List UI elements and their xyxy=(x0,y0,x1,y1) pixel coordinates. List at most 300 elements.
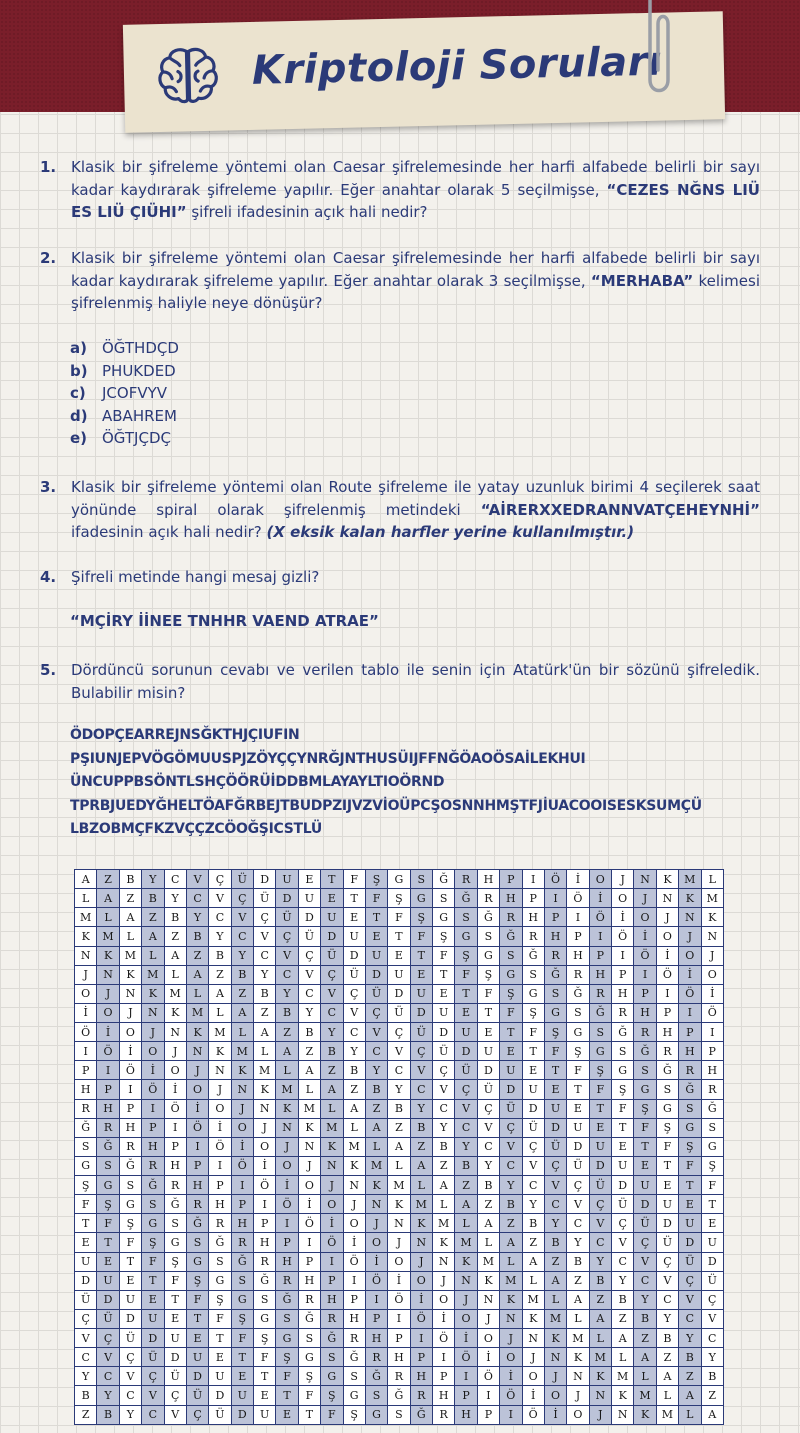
table-cell: Ş xyxy=(410,908,432,927)
table-cell: Ö xyxy=(589,908,611,927)
table-cell: Ş xyxy=(634,1099,656,1118)
table-cell: P xyxy=(75,1061,97,1080)
table-cell: D xyxy=(500,1080,522,1099)
table-cell: G xyxy=(365,1405,387,1425)
table-cell: A xyxy=(477,1214,499,1233)
table-cell: B xyxy=(544,1233,566,1252)
table-cell: M xyxy=(298,1099,320,1118)
table-cell: Ü xyxy=(186,1386,208,1405)
table-cell: E xyxy=(142,1290,164,1309)
table-cell: F xyxy=(522,1023,544,1042)
table-cell: I xyxy=(656,984,678,1003)
table-cell: Ğ xyxy=(298,1309,320,1328)
table-cell: L xyxy=(455,1214,477,1233)
table-cell: F xyxy=(365,889,387,908)
table-cell: N xyxy=(298,1137,320,1156)
table-cell: Ö xyxy=(298,1214,320,1233)
table-cell: İ xyxy=(254,1156,276,1175)
table-cell: M xyxy=(589,1348,611,1367)
table-cell: O xyxy=(365,1233,387,1252)
table-cell: U xyxy=(500,1061,522,1080)
table-cell: P xyxy=(343,1290,365,1309)
table-cell: D xyxy=(254,870,276,889)
question-text: Klasik bir şifreleme yöntemi olan Caesar şifrelemesinde her harfi alfabede belirli bir sayı kadar kaydırarak şifreleme yapılır. Eğer anahtar olarak 3 seçilmişse, “MERHABA” kelimesi şifrelenmiş haliyle neye dönüşür? xyxy=(71,249,760,312)
table-cell: D xyxy=(612,1176,634,1195)
table-row xyxy=(75,1118,724,1137)
option-e[interactable]: e) ÖĞTJÇDÇ xyxy=(70,429,171,447)
table-cell: A xyxy=(612,1329,634,1348)
table-cell: V xyxy=(186,870,208,889)
table-cell: Ğ xyxy=(164,1195,186,1214)
table-cell: K xyxy=(656,870,678,889)
table-cell: Y xyxy=(544,1214,566,1233)
table-cell: Ç xyxy=(142,1367,164,1386)
table-cell: Y xyxy=(343,1042,365,1061)
table-cell: E xyxy=(544,1080,566,1099)
cipher-table xyxy=(74,869,724,1425)
table-cell: R xyxy=(254,1252,276,1271)
table-cell: Ö xyxy=(455,1348,477,1367)
table-row xyxy=(75,1386,724,1405)
table-cell: H xyxy=(589,965,611,984)
table-cell: C xyxy=(522,1176,544,1195)
table-cell: F xyxy=(477,984,499,1003)
table-cell: D xyxy=(231,1405,253,1425)
table-cell: V xyxy=(500,1137,522,1156)
table-cell: K xyxy=(343,1156,365,1175)
table-cell: Ç xyxy=(477,1099,499,1118)
table-cell: Z xyxy=(544,1252,566,1271)
table-cell: R xyxy=(544,946,566,965)
table-cell: C xyxy=(544,1195,566,1214)
table-cell: D xyxy=(321,927,343,946)
table-cell: U xyxy=(343,927,365,946)
table-cell: E xyxy=(119,1271,141,1290)
table-cell: Ü xyxy=(388,1003,410,1022)
table-cell: I xyxy=(612,946,634,965)
table-cell: Ü xyxy=(433,1042,455,1061)
table-cell: O xyxy=(656,927,678,946)
table-cell: C xyxy=(567,1214,589,1233)
table-cell: E xyxy=(410,965,432,984)
table-cell: V xyxy=(231,908,253,927)
table-cell: E xyxy=(321,889,343,908)
table-cell: M xyxy=(209,1023,231,1042)
table-cell: C xyxy=(298,984,320,1003)
table-cell: Z xyxy=(321,1061,343,1080)
table-cell: V xyxy=(679,1290,701,1309)
table-cell: L xyxy=(589,1329,611,1348)
table-cell: Ü xyxy=(477,1080,499,1099)
table-cell: İ xyxy=(186,1099,208,1118)
table-cell: H xyxy=(97,1099,119,1118)
table-cell: Ü xyxy=(634,1214,656,1233)
table-cell: H xyxy=(612,984,634,1003)
table-cell: E xyxy=(231,1367,253,1386)
table-cell: V xyxy=(612,1233,634,1252)
table-cell: S xyxy=(477,927,499,946)
table-cell: Z xyxy=(455,1176,477,1195)
table-cell: Ç xyxy=(186,1405,208,1425)
table-cell: Ç xyxy=(119,1348,141,1367)
table-cell: I xyxy=(522,870,544,889)
table-cell: D xyxy=(164,1348,186,1367)
table-cell: T xyxy=(679,1176,701,1195)
table-cell: Y xyxy=(500,1176,522,1195)
table-cell: V xyxy=(433,1080,455,1099)
table-cell: O xyxy=(231,1118,253,1137)
table-cell: Ö xyxy=(276,1195,298,1214)
table-cell: I xyxy=(589,927,611,946)
table-cell: T xyxy=(276,1386,298,1405)
table-cell: A xyxy=(589,1309,611,1328)
table-cell: E xyxy=(477,1023,499,1042)
table-cell: U xyxy=(321,908,343,927)
table-cell: Y xyxy=(142,870,164,889)
table-cell: B xyxy=(656,1329,678,1348)
question-number: 2. xyxy=(40,249,57,267)
table-cell: C xyxy=(142,1405,164,1425)
table-cell: Ş xyxy=(679,1137,701,1156)
table-cell: G xyxy=(97,1176,119,1195)
paperclip-icon xyxy=(630,0,674,104)
table-cell: Y xyxy=(634,1290,656,1309)
table-cell: Ş xyxy=(589,1061,611,1080)
option-c[interactable]: c) JCOFVYV xyxy=(70,384,168,402)
option-d[interactable]: d) ABAHREM xyxy=(70,406,177,425)
table-cell: B xyxy=(164,908,186,927)
table-cell: J xyxy=(164,1042,186,1061)
table-cell: N xyxy=(209,1061,231,1080)
table-cell: S xyxy=(343,1367,365,1386)
table-cell: S xyxy=(701,1118,724,1137)
table-cell: Ü xyxy=(365,984,387,1003)
table-cell: B xyxy=(276,1003,298,1022)
table-cell: P xyxy=(567,927,589,946)
table-cell: V xyxy=(567,1195,589,1214)
table-cell: I xyxy=(544,889,566,908)
table-cell: A xyxy=(343,1099,365,1118)
table-cell: İ xyxy=(589,889,611,908)
table-cell: Ş xyxy=(365,870,387,889)
table-row xyxy=(75,1195,724,1214)
table-cell: P xyxy=(254,1214,276,1233)
table-cell: K xyxy=(97,946,119,965)
table-cell: N xyxy=(433,1252,455,1271)
table-cell: A xyxy=(679,1386,701,1405)
table-cell: L xyxy=(231,1023,253,1042)
table-cell: Z xyxy=(119,889,141,908)
table-cell: N xyxy=(365,1195,387,1214)
table-cell: Ü xyxy=(567,1156,589,1175)
table-cell: M xyxy=(343,1137,365,1156)
table-cell: V xyxy=(276,946,298,965)
table-cell: Ş xyxy=(298,1367,320,1386)
table-cell: İ xyxy=(455,1329,477,1348)
table-cell: Ç xyxy=(75,1309,97,1328)
question-number: 1. xyxy=(40,158,57,176)
table-cell: L xyxy=(388,1156,410,1175)
table-cell: Ğ xyxy=(522,946,544,965)
table-cell: L xyxy=(522,1271,544,1290)
table-cell: K xyxy=(75,927,97,946)
table-cell: İ xyxy=(433,1309,455,1328)
table-cell: U xyxy=(589,1137,611,1156)
table-cell: B xyxy=(612,1290,634,1309)
table-cell: Z xyxy=(75,1405,97,1425)
option-a[interactable]: a) ÖĞTHDÇD xyxy=(70,339,179,357)
table-cell: R xyxy=(298,1290,320,1309)
table-cell: Ğ xyxy=(186,1214,208,1233)
table-cell: Ü xyxy=(119,1329,141,1348)
table-cell: Z xyxy=(276,1023,298,1042)
table-cell: F xyxy=(142,1252,164,1271)
page-title: Kriptoloji Soruları xyxy=(251,38,663,94)
table-cell: C xyxy=(388,1061,410,1080)
table-cell: Z xyxy=(701,1386,724,1405)
table-cell: O xyxy=(209,1099,231,1118)
cipher-text-block xyxy=(70,724,760,842)
table-row xyxy=(75,1329,724,1348)
table-cell: R xyxy=(522,927,544,946)
table-cell: H xyxy=(656,1023,678,1042)
table-cell: E xyxy=(388,946,410,965)
table-cell: U xyxy=(186,1348,208,1367)
table-cell: I xyxy=(209,1156,231,1175)
table-row xyxy=(75,1271,724,1290)
table-cell: U xyxy=(433,1003,455,1022)
table-cell: K xyxy=(589,1367,611,1386)
table-cell: E xyxy=(634,1156,656,1175)
table-cell: K xyxy=(679,889,701,908)
table-row xyxy=(75,1367,724,1386)
cipher-quote: “MÇİRY İİNEE TNHHR VAEND ATRAE” xyxy=(70,612,379,630)
table-cell: A xyxy=(656,1367,678,1386)
table-cell: C xyxy=(343,1023,365,1042)
table-row xyxy=(75,1137,724,1156)
table-cell: R xyxy=(567,965,589,984)
table-cell: Ü xyxy=(298,927,320,946)
table-cell: D xyxy=(522,1099,544,1118)
table-cell: Ş xyxy=(276,1348,298,1367)
table-cell: Z xyxy=(388,1118,410,1137)
table-cell: O xyxy=(410,1271,432,1290)
cipher-highlight: “CEZES NĞNS LIÜ ES LIÜ ÇIÜHI” xyxy=(71,180,760,221)
table-cell: Y xyxy=(433,1118,455,1137)
table-cell: L xyxy=(97,908,119,927)
table-cell: C xyxy=(701,1329,724,1348)
table-cell: Ç xyxy=(97,1329,119,1348)
table-cell: S xyxy=(455,908,477,927)
table-cell: U xyxy=(612,1156,634,1175)
table-cell: P xyxy=(433,1367,455,1386)
table-cell: İ xyxy=(612,908,634,927)
table-cell: E xyxy=(97,1252,119,1271)
table-cell: Ç xyxy=(343,984,365,1003)
table-cell: M xyxy=(433,1214,455,1233)
table-cell: İ xyxy=(477,1348,499,1367)
table-cell: S xyxy=(142,1195,164,1214)
table-row xyxy=(75,1156,724,1175)
table-cell: Ö xyxy=(388,1290,410,1309)
table-cell: S xyxy=(298,1329,320,1348)
table-cell: G xyxy=(634,1080,656,1099)
table-cell: V xyxy=(589,1214,611,1233)
table-cell: D xyxy=(455,1042,477,1061)
table-cell: İ xyxy=(97,1023,119,1042)
table-cell: Ğ xyxy=(567,984,589,1003)
table-cell: I xyxy=(97,1061,119,1080)
table-cell: Y xyxy=(254,965,276,984)
table-cell: Ğ xyxy=(455,889,477,908)
vigenere-square xyxy=(74,869,724,1425)
table-cell: J xyxy=(343,1195,365,1214)
table-cell: S xyxy=(75,1137,97,1156)
table-cell: O xyxy=(567,1405,589,1425)
table-cell: B xyxy=(365,1080,387,1099)
table-cell: Y xyxy=(119,1405,141,1425)
table-cell: M xyxy=(321,1118,343,1137)
table-cell: K xyxy=(388,1195,410,1214)
table-cell: C xyxy=(209,908,231,927)
table-cell: O xyxy=(119,1023,141,1042)
table-cell: Ç xyxy=(589,1195,611,1214)
table-cell: Z xyxy=(365,1099,387,1118)
table-cell: N xyxy=(276,1118,298,1137)
table-cell: U xyxy=(388,965,410,984)
table-cell: Ç xyxy=(231,889,253,908)
table-cell: H xyxy=(142,1137,164,1156)
table-cell: H xyxy=(477,870,499,889)
table-cell: V xyxy=(701,1309,724,1328)
table-cell: G xyxy=(455,927,477,946)
table-cell: N xyxy=(656,889,678,908)
table-cell: L xyxy=(433,1195,455,1214)
table-cell: J xyxy=(433,1271,455,1290)
table-row xyxy=(75,927,724,946)
table-cell: J xyxy=(612,870,634,889)
table-cell: Y xyxy=(164,889,186,908)
table-cell: O xyxy=(679,946,701,965)
table-cell: R xyxy=(186,1195,208,1214)
table-cell: Ğ xyxy=(656,1061,678,1080)
table-cell: E xyxy=(254,1386,276,1405)
table-cell: İ xyxy=(321,1214,343,1233)
table-cell: Ğ xyxy=(75,1118,97,1137)
table-cell: O xyxy=(544,1386,566,1405)
table-row xyxy=(75,1003,724,1022)
table-cell: D xyxy=(142,1329,164,1348)
table-cell: Ö xyxy=(701,1003,724,1022)
table-cell: V xyxy=(365,1023,387,1042)
table-cell: N xyxy=(321,1156,343,1175)
table-cell: C xyxy=(75,1348,97,1367)
answer-options xyxy=(70,337,179,450)
table-cell: İ xyxy=(500,1367,522,1386)
table-cell: Ü xyxy=(209,1405,231,1425)
table-cell: Ü xyxy=(410,1023,432,1042)
table-cell: J xyxy=(254,1118,276,1137)
table-cell: S xyxy=(433,889,455,908)
table-cell: C xyxy=(321,1003,343,1022)
table-cell: Ü xyxy=(612,1195,634,1214)
cipher-line: TPRBJUEDYĞHELTÖAFĞRBEJTBUDPZIJVZVİOÜPCŞOSNNHMŞTFJİUACOOISESKSUMÇÜ xyxy=(70,797,702,814)
table-cell: N xyxy=(410,1233,432,1252)
table-cell: Y xyxy=(455,1137,477,1156)
table-cell: V xyxy=(209,889,231,908)
table-cell: E xyxy=(567,1099,589,1118)
table-cell: P xyxy=(522,889,544,908)
table-cell: F xyxy=(231,1329,253,1348)
table-cell: S xyxy=(321,1348,343,1367)
table-cell: Ğ xyxy=(701,1099,724,1118)
table-cell: U xyxy=(75,1252,97,1271)
table-cell: M xyxy=(477,1252,499,1271)
table-cell: R xyxy=(142,1156,164,1175)
table-cell: S xyxy=(254,1290,276,1309)
table-cell: Ö xyxy=(321,1233,343,1252)
table-cell: Ö xyxy=(164,1099,186,1118)
table-cell: İ xyxy=(365,1252,387,1271)
table-cell: İ xyxy=(701,984,724,1003)
table-cell: H xyxy=(343,1309,365,1328)
table-cell: D xyxy=(209,1386,231,1405)
table-cell: L xyxy=(410,1176,432,1195)
table-cell: S xyxy=(410,870,432,889)
table-cell: G xyxy=(119,1195,141,1214)
table-cell: F xyxy=(634,1118,656,1137)
table-cell: H xyxy=(209,1195,231,1214)
table-cell: Ğ xyxy=(209,1233,231,1252)
table-row xyxy=(75,1348,724,1367)
table-cell: J xyxy=(500,1329,522,1348)
table-cell: I xyxy=(298,1233,320,1252)
table-cell: I xyxy=(455,1367,477,1386)
table-cell: K xyxy=(612,1386,634,1405)
table-cell: Ö xyxy=(343,1252,365,1271)
table-cell: D xyxy=(589,1156,611,1175)
table-cell: F xyxy=(97,1214,119,1233)
table-cell: G xyxy=(701,1137,724,1156)
cipher-line: PŞIUNJEPVÖGÖMUUSPJZÖYÇÇYNRĞJNTHUSÜIJFFNĞÖAOÖSAİLEKHUI xyxy=(70,750,586,767)
table-cell: T xyxy=(589,1099,611,1118)
table-cell: J xyxy=(142,1023,164,1042)
table-cell: Ç xyxy=(567,1176,589,1195)
option-b[interactable]: b) PHUKDED xyxy=(70,361,176,380)
table-cell: Y xyxy=(656,1309,678,1328)
table-cell: Ü xyxy=(656,1233,678,1252)
table-cell: I xyxy=(254,1195,276,1214)
table-cell: M xyxy=(388,1176,410,1195)
table-cell: U xyxy=(634,1176,656,1195)
table-cell: J xyxy=(679,927,701,946)
table-cell: I xyxy=(186,1137,208,1156)
table-cell: C xyxy=(477,1137,499,1156)
table-cell: U xyxy=(544,1099,566,1118)
table-cell: H xyxy=(164,1156,186,1175)
table-cell: Ğ xyxy=(231,1252,253,1271)
table-cell: Ö xyxy=(365,1271,387,1290)
table-cell: G xyxy=(410,889,432,908)
table-cell: Ç xyxy=(544,1156,566,1175)
table-cell: S xyxy=(612,1042,634,1061)
cipher-line: LBZOBMÇFKZVÇÇZCÖOĞŞICSTLÜ xyxy=(70,821,322,837)
table-cell: E xyxy=(701,1214,724,1233)
table-cell: Z xyxy=(433,1156,455,1175)
table-cell: G xyxy=(276,1329,298,1348)
table-cell: S xyxy=(365,1386,387,1405)
table-cell: Ğ xyxy=(410,1405,432,1425)
